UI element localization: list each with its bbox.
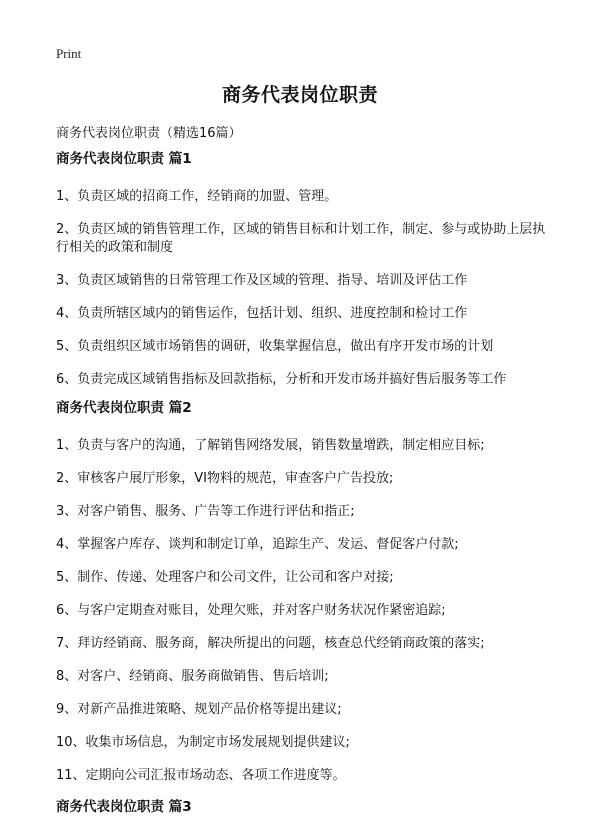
list-item: 5、负责组织区域市场销售的调研，收集掌握信息，做出有序开发市场的计划 — [56, 339, 494, 354]
page-title: 商务代表岗位职责 — [221, 84, 378, 106]
list-item: 3、对客户销售、服务、广告等工作进行评估和指正; — [56, 504, 355, 519]
section-heading: 商务代表岗位职责 篇3 — [56, 799, 192, 815]
list-item: 5、制作、传递、处理客户和公司文件，让公司和客户对接; — [56, 570, 394, 585]
section-2 — [56, 399, 552, 785]
document-content — [56, 150, 552, 836]
section-heading: 商务代表岗位职责 篇1 — [56, 151, 192, 167]
section-1 — [56, 150, 552, 389]
list-item: 2、负责区域的销售管理工作，区域的销售目标和计划工作，制定、参与或协助上层执行相关的政策和制度 — [56, 222, 546, 255]
print-link[interactable]: Print — [56, 46, 82, 61]
list-item: 8、对客户、经销商、服务商做销售、售后培训; — [56, 669, 329, 684]
section-3 — [56, 798, 552, 816]
list-item: 3、负责区域销售的日常管理工作及区域的管理、指导、培训及评估工作 — [56, 273, 468, 288]
list-item: 2、审核客户展厅形象，VI物料的规范，审查客户广告投放; — [56, 471, 394, 486]
list-item: 1、负责与客户的沟通，了解销售网络发展，销售数量增跌，制定相应目标; — [56, 438, 485, 453]
list-item: 10、收集市场信息，为制定市场发展规划提供建议; — [56, 735, 350, 750]
section-heading: 商务代表岗位职责 篇2 — [56, 400, 192, 416]
list-item: 11、定期向公司汇报市场动态、各项工作进度等。 — [56, 768, 346, 783]
list-item: 9、对新产品推进策略、规划产品价格等提出建议; — [56, 702, 342, 717]
list-item: 7、拜访经销商、服务商，解决所提出的问题，核查总代经销商政策的落实; — [56, 636, 485, 651]
list-item: 4、负责所辖区域内的销售运作，包括计划、组织、进度控制和检讨工作 — [56, 306, 468, 321]
list-item: 6、与客户定期查对账目，处理欠账，并对客户财务状况作紧密追踪; — [56, 603, 446, 618]
list-item: 1、负责区域的招商工作，经销商的加盟、管理。 — [56, 189, 338, 204]
list-item: 4、掌握客户库存、谈判和制定订单，追踪生产、发运、督促客户付款; — [56, 537, 459, 552]
list-item: 6、负责完成区域销售指标及回款指标，分析和开发市场并搞好售后服务等工作 — [56, 372, 507, 387]
page-subtitle: 商务代表岗位职责（精选16篇） — [56, 126, 242, 141]
